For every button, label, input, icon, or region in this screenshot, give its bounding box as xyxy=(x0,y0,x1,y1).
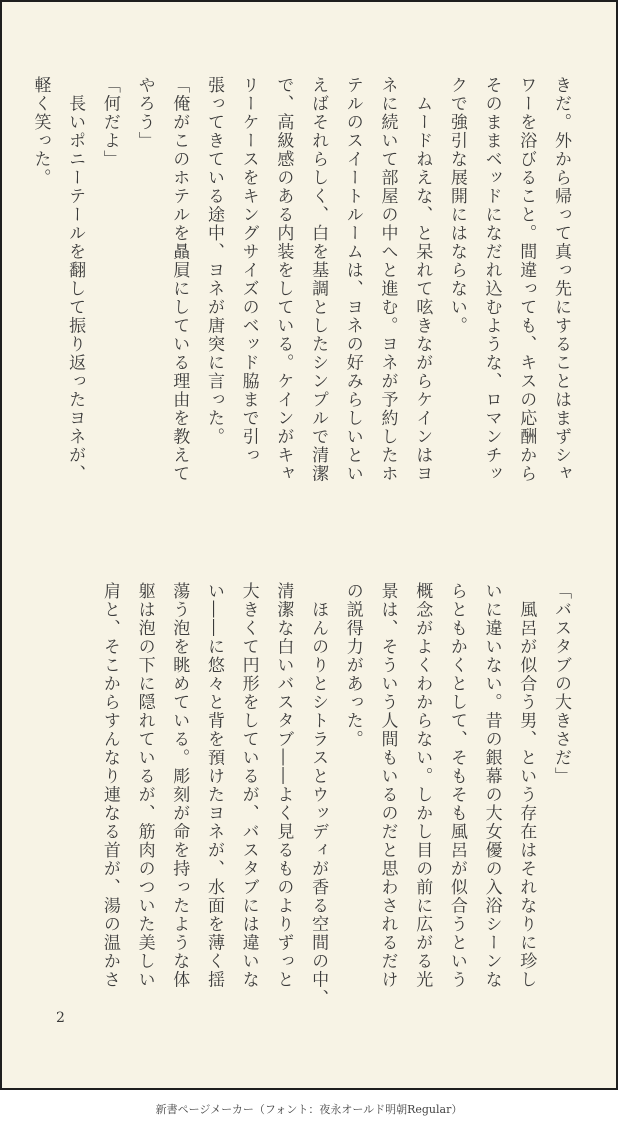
text-line: ネに続いて部屋の中へと進む。ヨネが予約したホ xyxy=(377,76,398,483)
text-line: えばそれらしく、白を基調としたシンプルで清潔 xyxy=(308,76,329,483)
page-number: 2 xyxy=(56,1010,65,1026)
text-line: の説得力があった。 xyxy=(342,582,363,749)
text-line: 概念がよくわからない。しかし目の前に広がる光 xyxy=(412,582,433,989)
text-line: 風呂が似合う男、という存在はそれなりに珍し xyxy=(516,582,537,989)
text-line: 長いポニーテールを翻して振り返ったヨネが、 xyxy=(65,76,86,483)
text-line: 大きくて円形をしているが、バスタブには違いな xyxy=(238,582,259,989)
text-line: ほんのりとシトラスとウッディが香る空間の中、 xyxy=(308,582,329,1008)
text-line: きだ。外から帰って真っ先にすることはまずシャ xyxy=(551,76,571,483)
text-line: 景は、そういう人間もいるのだと思わされるだけ xyxy=(377,582,398,989)
text-block-upper xyxy=(23,76,578,516)
text-line: で、高級感のある内装をしている。ケインがキャ xyxy=(273,76,294,483)
text-line: やろう」 xyxy=(134,76,155,150)
text-line: 躯は泡の下に隠れているが、筋肉のついた美しい xyxy=(134,582,155,989)
text-line: 肩と、そこからすんなり連なる首が、湯の温かさ xyxy=(99,582,120,989)
generator-credit: 新書ページメーカー（フォント：夜永オールド明朝Regular） xyxy=(155,1103,463,1116)
text-line: テルのスイートルームは、ヨネの好みらしいとい xyxy=(342,76,363,483)
text-line: いに違いない。昔の銀幕の大女優の入浴シーンな xyxy=(481,582,502,989)
text-line: そのままベッドになだれ込むような、ロマンチッ xyxy=(481,76,502,483)
text-line: ワーを浴びること。間違っても、キスの応酬から xyxy=(516,76,537,483)
text-line: 「俺がこのホテルを贔屓にしている理由を教えて xyxy=(169,76,190,483)
text-line: 軽く笑った。 xyxy=(30,76,51,187)
text-line: 「バスタブの大きさだ」 xyxy=(551,582,571,786)
text-line: クで強引な展開にはならない。 xyxy=(446,76,467,335)
text-line: リーケースをキングサイズのベッド脇まで引っ xyxy=(238,76,259,465)
text-line: 蕩う泡を眺めている。彫刻が命を持ったような体 xyxy=(169,582,190,989)
text-line: 清潔な白いバスタブ――よく見るものよりずっと xyxy=(273,582,294,989)
text-line: 「何だよ」 xyxy=(99,76,120,169)
text-block-lower xyxy=(92,582,578,1022)
text-line: い――に悠々と背を預けたヨネが、水面を薄く揺 xyxy=(203,582,224,989)
text-line: らともかくとして、そもそも風呂が似合うという xyxy=(446,582,467,989)
text-line: 張ってきている途中、ヨネが唐突に言った。 xyxy=(203,76,224,446)
text-line: ムードねえな、と呆れて呟きながらケインはヨ xyxy=(412,76,433,483)
